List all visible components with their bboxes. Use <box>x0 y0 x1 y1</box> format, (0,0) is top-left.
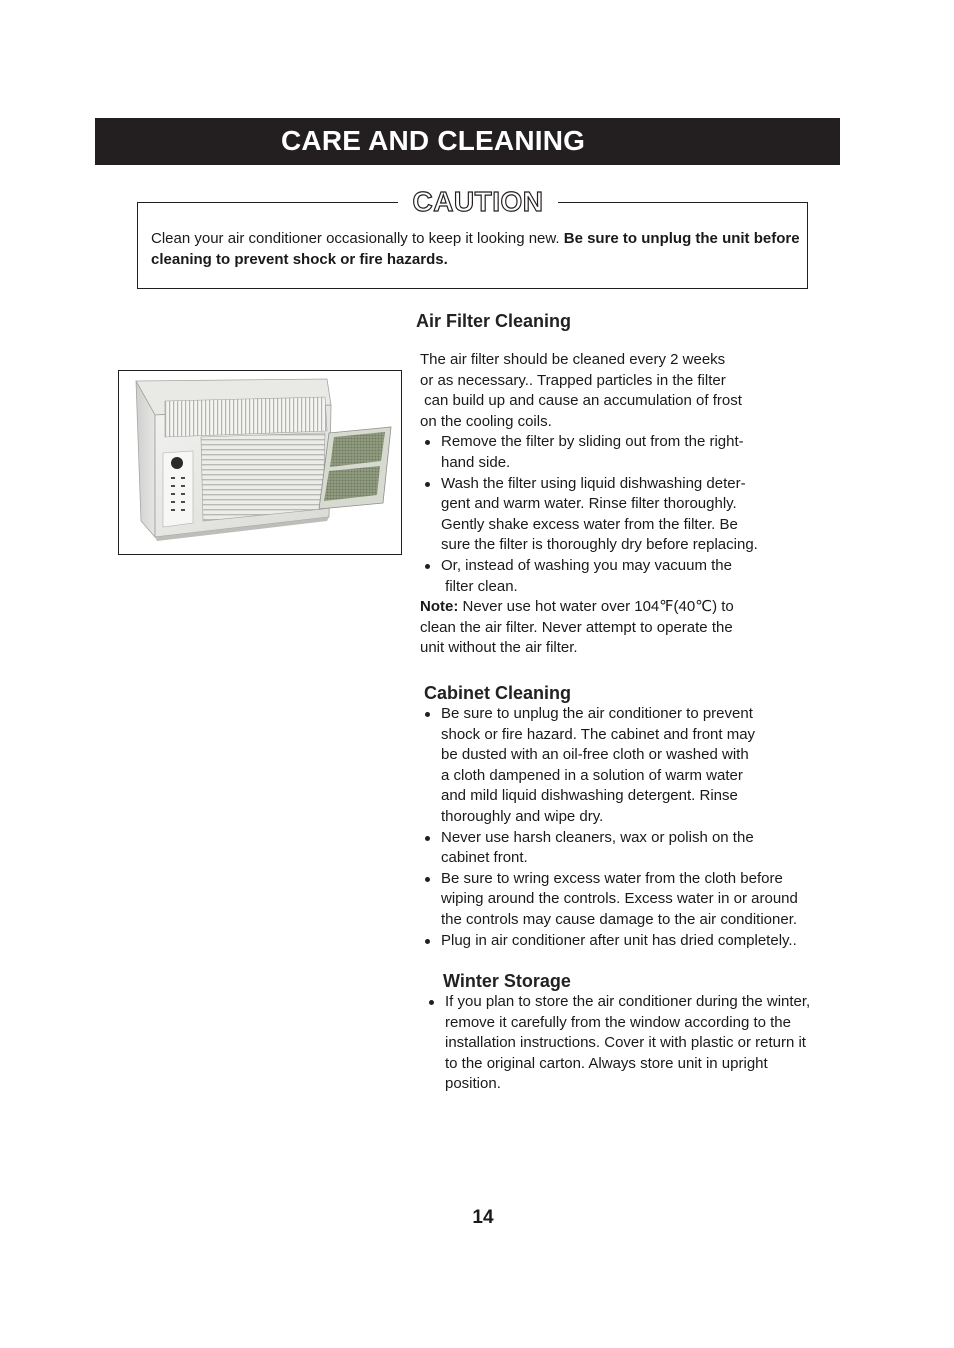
winter-section <box>424 992 824 1095</box>
list-item-line: thoroughly and wipe dry. <box>441 807 604 825</box>
list-item-line: Wash the filter using liquid dishwashing deter- <box>441 474 746 492</box>
list-item <box>420 556 780 597</box>
list-item-line: Be sure to unplug the air conditioner to prevent <box>441 705 753 722</box>
caution-text <box>151 228 801 270</box>
cabinet-heading: Cabinet Cleaning <box>424 683 572 703</box>
list-item <box>420 869 820 931</box>
page-title: CARE AND CLEANING <box>281 125 586 156</box>
list-item <box>420 704 820 828</box>
page-number: 14 <box>472 1207 494 1228</box>
air-conditioner-photo-frame <box>118 370 402 555</box>
list-item <box>420 931 820 952</box>
list-item <box>420 474 780 556</box>
list-item-line: gent and warm water. Rinse filter thoroughly. <box>441 495 737 513</box>
list-item-line: hand side. <box>441 453 511 471</box>
list-item-line: to the original carton. Always store unit in upright <box>445 1054 768 1072</box>
list-item-line: Plug in air conditioner after unit has dried completely.. <box>441 931 797 949</box>
air-filter-intro-line: The air filter should be cleaned every 2 weeks <box>420 351 726 368</box>
caution-label: CAUTION <box>412 186 544 217</box>
list-item-line: position. <box>445 1075 501 1093</box>
air-filter-intro-line: or as necessary.. Trapped particles in the filter <box>420 371 726 389</box>
air-filter-heading: Air Filter Cleaning <box>416 311 572 331</box>
note-label: Note: <box>420 598 459 616</box>
list-item-line: shock or fire hazard. The cabinet and front may <box>441 725 756 743</box>
air-filter-intro-line: on the cooling coils. <box>420 412 552 430</box>
list-item-line: sure the filter is thoroughly dry before replacing. <box>441 536 758 554</box>
air-filter-bullet-list <box>420 432 780 597</box>
list-item-line: the controls may cause damage to the air conditioner. <box>441 910 798 928</box>
winter-heading: Winter Storage <box>443 971 571 991</box>
list-item-line: Never use harsh cleaners, wax or polish on the <box>441 828 754 846</box>
caution-text-regular: Clean your air conditioner occasionally to keep it looking new. <box>151 230 564 247</box>
list-item-line: and mild liquid dishwashing detergent. Rinse <box>441 787 738 805</box>
list-item <box>420 432 780 473</box>
list-item-line: installation instructions. Cover it with plastic or return it <box>445 1034 806 1052</box>
list-item-line: wiping around the controls. Excess water in or around <box>441 890 798 908</box>
winter-bullet-list <box>424 992 824 1095</box>
air-filter-intro-line: can build up and cause an accumulation of frost <box>420 392 742 410</box>
list-item <box>424 992 824 1095</box>
cabinet-section <box>420 704 820 951</box>
caution-text-bold: Be sure to unplug the unit before cleaning to prevent shock or fire hazards. <box>151 230 800 268</box>
note-text: clean the air filter. Never attempt to operate the <box>420 618 733 636</box>
list-item-line: Or, instead of washing you may vacuum the <box>441 556 732 574</box>
list-item-line: a cloth dampened in a solution of warm water <box>441 766 743 784</box>
list-item <box>420 828 820 869</box>
list-item-line: Remove the filter by sliding out from the right- <box>441 433 744 451</box>
note-text: unit without the air filter. <box>420 639 578 657</box>
list-item-line: Be sure to wring excess water from the cloth before <box>441 869 783 887</box>
air-conditioner-illustration <box>119 371 401 554</box>
list-item-line: remove it carefully from the window according to the <box>445 1013 791 1031</box>
list-item-line: If you plan to store the air conditioner during the winter, <box>445 993 811 1010</box>
list-item-line: filter clean. <box>441 577 518 595</box>
air-filter-intro <box>420 350 780 432</box>
air-filter-note <box>420 597 780 659</box>
cabinet-bullet-list <box>420 704 820 951</box>
list-item-line: be dusted with an oil-free cloth or washed with <box>441 746 749 764</box>
note-text: Never use hot water over 104℉(40℃) to <box>458 598 734 616</box>
air-filter-section <box>420 350 780 659</box>
header-bar <box>95 118 840 165</box>
list-item-line: Gently shake excess water from the filter. Be <box>441 515 738 533</box>
list-item-line: cabinet front. <box>441 849 528 867</box>
